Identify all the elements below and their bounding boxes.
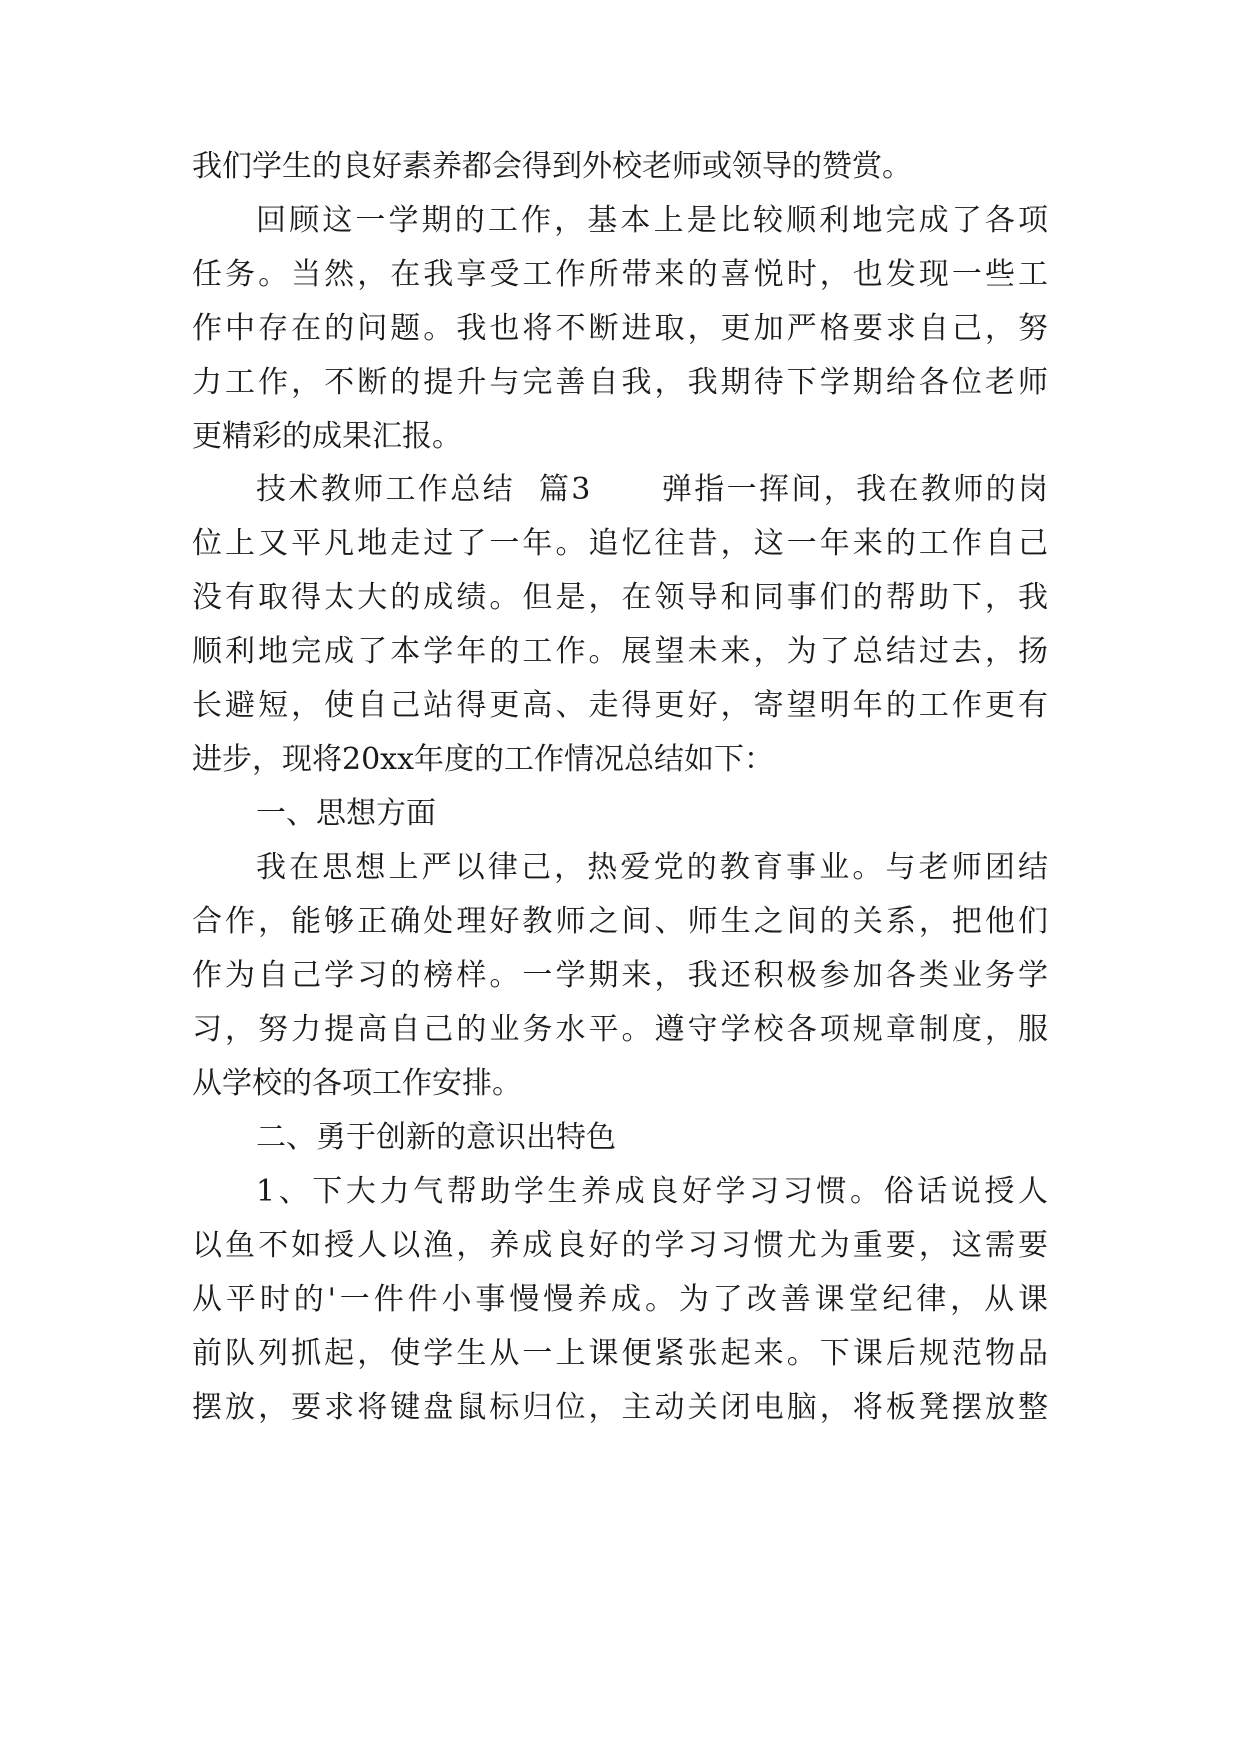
text-line: 摆放，要求将键盘鼠标归位，主动关闭电脑，将板凳摆放整 [192,1390,1048,1425]
text-line: 力工作，不断的提升与完善自我，我期待下学期给各位老师 [192,365,1048,400]
text-line: 我在思想上严以律己，热爱党的教育事业。与老师团结 [256,850,1048,885]
text-line: 前队列抓起，使学生从一上课便紧张起来。下课后规范物品 [192,1336,1048,1371]
text-line: 进步，现将20xx年度的工作情况总结如下： [192,742,775,777]
text-line: 习，努力提高自己的业务水平。遵守学校各项规章制度，服 [192,1012,1048,1047]
text-line: 作为自己学习的榜样。一学期来，我还积极参加各类业务学 [192,958,1048,993]
text-line: 回顾这一学期的工作，基本上是比较顺利地完成了各项 [256,203,1048,238]
text-line: 以鱼不如授人以渔，养成良好的学习习惯尤为重要，这需要 [192,1228,1048,1263]
text-line: 从平时的'一件件小事慢慢养成。为了改善课堂纪律，从课 [192,1282,1048,1317]
text-line: 顺利地完成了本学年的工作。展望未来，为了总结过去，扬 [192,634,1048,669]
subheading-line: 二、勇于创新的意识出特色 [256,1120,616,1155]
text-line: 任务。当然，在我享受工作所带来的喜悦时，也发现一些工 [192,257,1048,292]
text-line: 作中存在的问题。我也将不断进取，更加严格要求自己，努 [192,311,1048,346]
text-line: 位上又平凡地走过了一年。追忆往昔，这一年来的工作自己 [192,526,1048,561]
text-line: 我们学生的良好素养都会得到外校老师或领导的赞赏。 [192,149,912,184]
text-line: 1、下大力气帮助学生养成良好学习习惯。俗话说授人 [256,1174,1048,1209]
text-line: 没有取得太大的成绩。但是，在领导和同事们的帮助下，我 [192,580,1048,615]
text-line: 更精彩的成果汇报。 [192,419,462,454]
text-line: 长避短，使自己站得更高、走得更好，寄望明年的工作更有 [192,688,1048,723]
subheading-line: 一、思想方面 [256,796,436,831]
section-heading-line: 技术教师工作总结 篇3 弹指一挥间，我在教师的岗 [256,472,1048,507]
text-line: 从学校的各项工作安排。 [192,1066,522,1101]
text-line: 合作，能够正确处理好教师之间、师生之间的关系，把他们 [192,904,1048,939]
